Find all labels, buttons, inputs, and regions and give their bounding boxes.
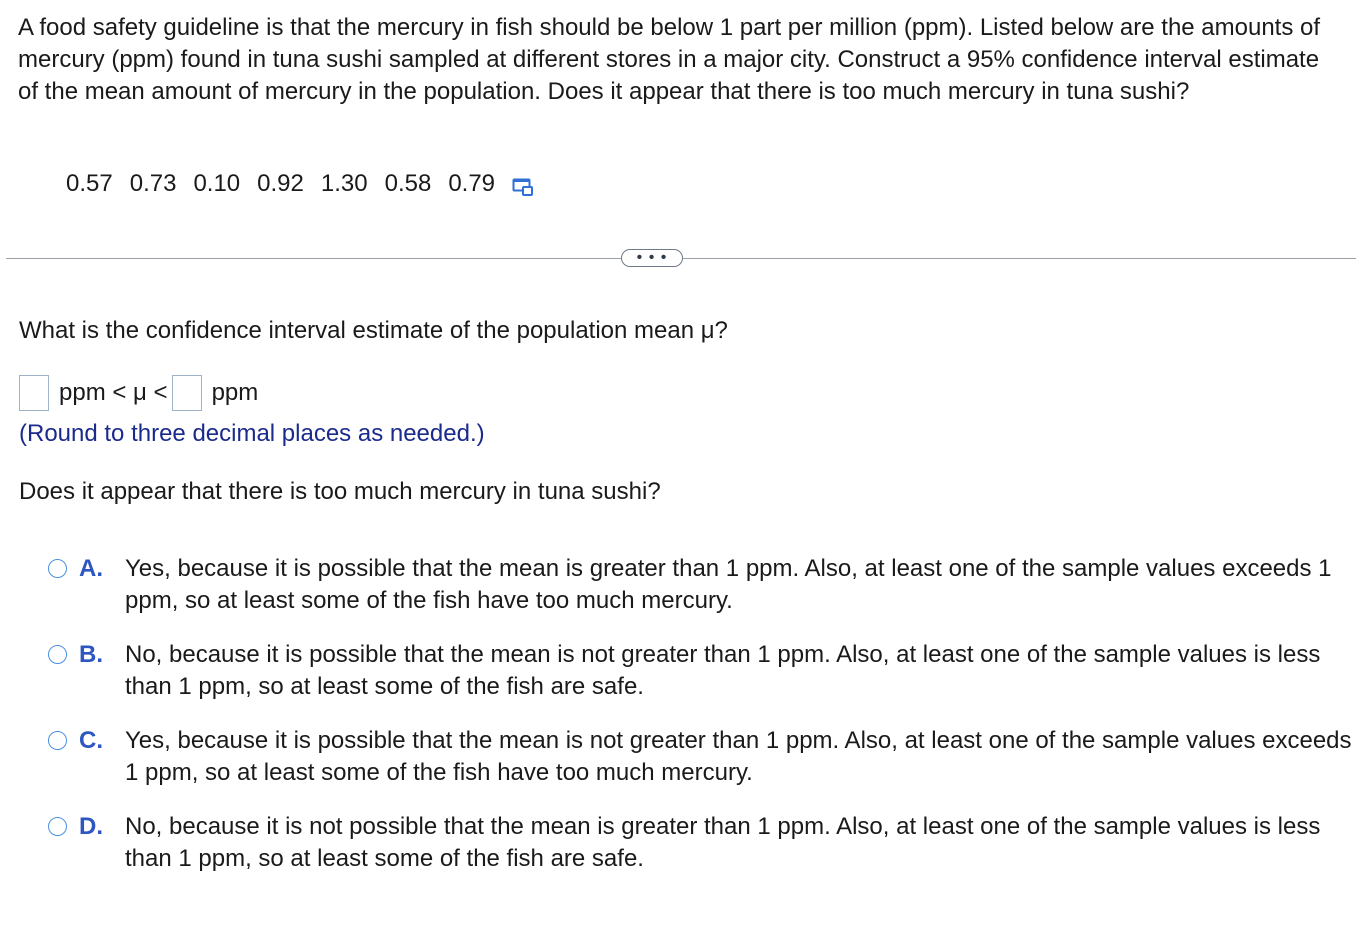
data-values-row [66, 168, 534, 200]
radio-button[interactable] [48, 817, 67, 836]
data-value: 1.30 [320, 170, 368, 197]
data-value: 0.57 [66, 170, 113, 197]
data-value: 0.73 [129, 170, 177, 197]
data-value: 0.10 [193, 170, 241, 197]
interval-answer-row [19, 375, 258, 411]
option-text: Yes, because it is possible that the mean is not greater than 1 ppm. Also, at least one of the sample values exceeds 1 ppm, so at least some of the fish have too much mercury. [125, 727, 1352, 786]
option-letter: B. [79, 641, 103, 668]
option-b[interactable] [48, 639, 1355, 703]
upper-bound-input[interactable] [172, 375, 202, 411]
data-value: 0.92 [257, 170, 304, 197]
question-1-text: What is the confidence interval estimate of the population mean μ? [19, 317, 728, 344]
option-text: No, because it is possible that the mean is not greater than 1 ppm. Also, at least one of the sample values is less than 1 ppm, so at least some of the fish are safe. [125, 641, 1321, 700]
option-text: No, because it is not possible that the mean is greater than 1 ppm. Also, at least one of the sample values is less than 1 ppm, so at least some of the fish are safe. [125, 813, 1321, 872]
option-a[interactable] [48, 553, 1355, 617]
rounding-note: (Round to three decimal places as needed.) [19, 420, 485, 447]
interval-middle-label: ppm < μ < [59, 379, 168, 406]
data-value: 0.58 [384, 170, 432, 197]
problem-statement: A food safety guideline is that the mercury in fish should be below 1 part per million (ppm). Listed below are the amounts of mercury (ppm) found in tuna sushi sampled at different stores in a major city. Construct a 95% confidence interval estimate of the mean amount of mercury in the population. Does it appear that there is too much mercury in tuna sushi? [18, 14, 1321, 105]
radio-button[interactable] [48, 731, 67, 750]
radio-button[interactable] [48, 645, 67, 664]
lower-bound-input[interactable] [19, 375, 49, 411]
option-letter: C. [79, 727, 103, 754]
show-more-button[interactable]: • • • [621, 249, 683, 267]
option-letter: D. [79, 813, 103, 840]
interval-end-label: ppm [211, 379, 259, 406]
option-c[interactable] [48, 725, 1355, 789]
option-text: Yes, because it is possible that the mean is greater than 1 ppm. Also, at least one of the sample values exceeds 1 ppm, so at least some of the fish have too much mercury. [125, 555, 1332, 614]
copy-data-icon[interactable] [512, 175, 534, 197]
option-d[interactable] [48, 811, 1355, 875]
data-value: 0.79 [448, 170, 496, 197]
question-2-text: Does it appear that there is too much mercury in tuna sushi? [19, 478, 661, 505]
option-letter: A. [79, 555, 103, 582]
radio-button[interactable] [48, 559, 67, 578]
